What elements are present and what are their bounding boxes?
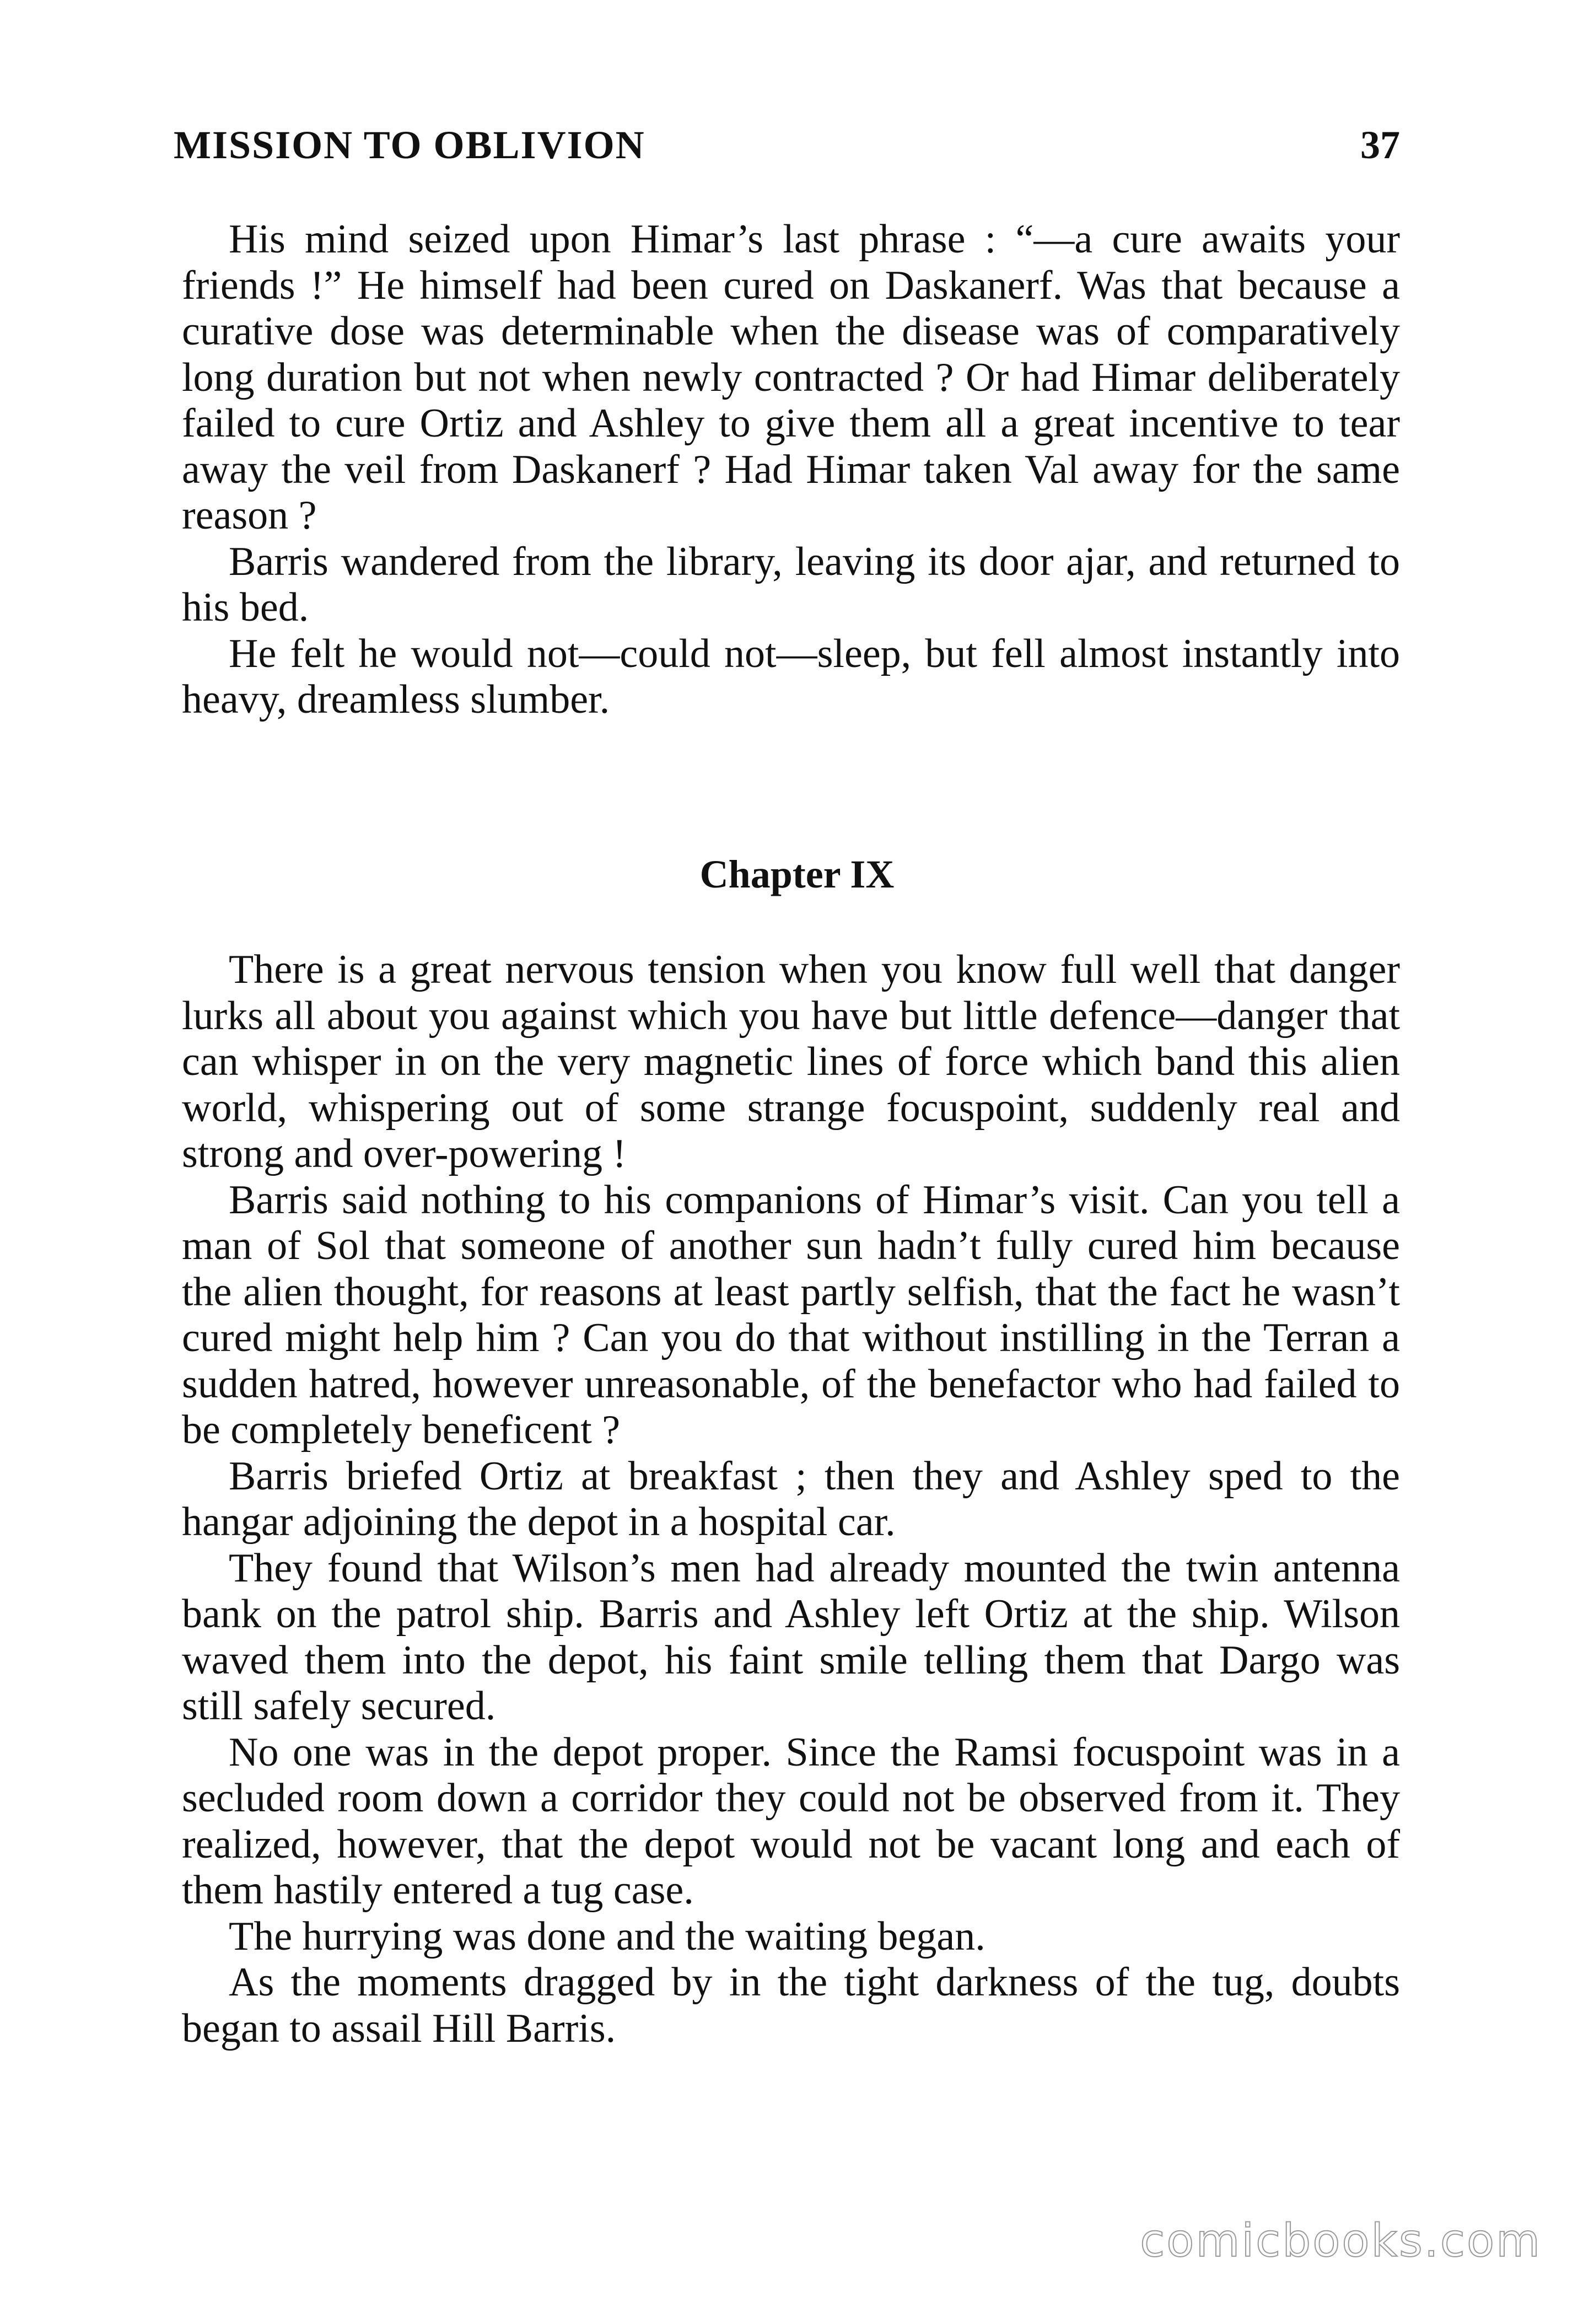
watermark-text: comicbooks.com [1140, 2215, 1542, 2267]
paragraph: He felt he would not—could not—sleep, but fell almost instantly into heavy, dreamless slumber. [182, 631, 1400, 722]
running-header [174, 122, 1400, 183]
page-number: 37 [1360, 123, 1400, 167]
text-section-2 [182, 947, 1400, 2052]
paragraph: They found that Wilson’s men had already mounted the twin antenna bank on the patrol ship. Barris and Ashley left Ortiz at the ship. Wilson waved them into the depot, his faint smile telling them that Dargo was still safely secured. [182, 1545, 1400, 1729]
paragraph: The hurrying was done and the waiting began. [229, 1913, 986, 1959]
chapter-heading: Chapter IX [699, 852, 895, 896]
text-section-1 [182, 217, 1400, 723]
paragraph: As the moments dragged by in the tight darkness of the tug, doubts began to assail Hill Barris. [182, 1960, 1400, 2051]
running-title: MISSION TO OBLIVION [174, 123, 645, 167]
paragraph: His mind seized upon Himar’s last phrase : “—a cure awaits your friends !” He himself had been cured on Daskanerf. Was that because a curative dose was determinable when the disease was of comparatively long duration but not when newly contracted ? Or had Himar deliberately failed to cure Ortiz and Ashley to give them all a great incentive to tear away the veil from Daskanerf ? Had Himar taken Val away for the same reason ? [182, 217, 1400, 538]
paragraph: There is a great nervous tension when you know full well that danger lurks all about you against which you have but little defence—danger that can whisper in on the very magnetic lines of force which band this alien world, whispering out of some strange focuspoint, suddenly real and strong and over-powering ! [182, 947, 1400, 1176]
paragraph: Barris wandered from the library, leaving its door ajar, and returned to his bed. [182, 539, 1400, 630]
paragraph: No one was in the depot proper. Since the Ramsi focuspoint was in a secluded room down a corridor they could not be observed from it. They realized, however, that the depot would not be vacant long and each of them hastily entered a tug case. [182, 1729, 1400, 1913]
paragraph: Barris briefed Ortiz at breakfast ; then they and Ashley sped to the hangar adjoining the depot in a hospital car. [182, 1453, 1400, 1545]
paragraph: Barris said nothing to his companions of Himar’s visit. Can you tell a man of Sol that someone of another sun hadn’t fully cured him because the alien thought, for reasons at least partly selfish, that the fact he wasn’t cured might help him ? Can you do that without instilling in the Terran a sudden hatred, however unreasonable, of the benefactor who had failed to be completely beneficent ? [182, 1177, 1400, 1452]
